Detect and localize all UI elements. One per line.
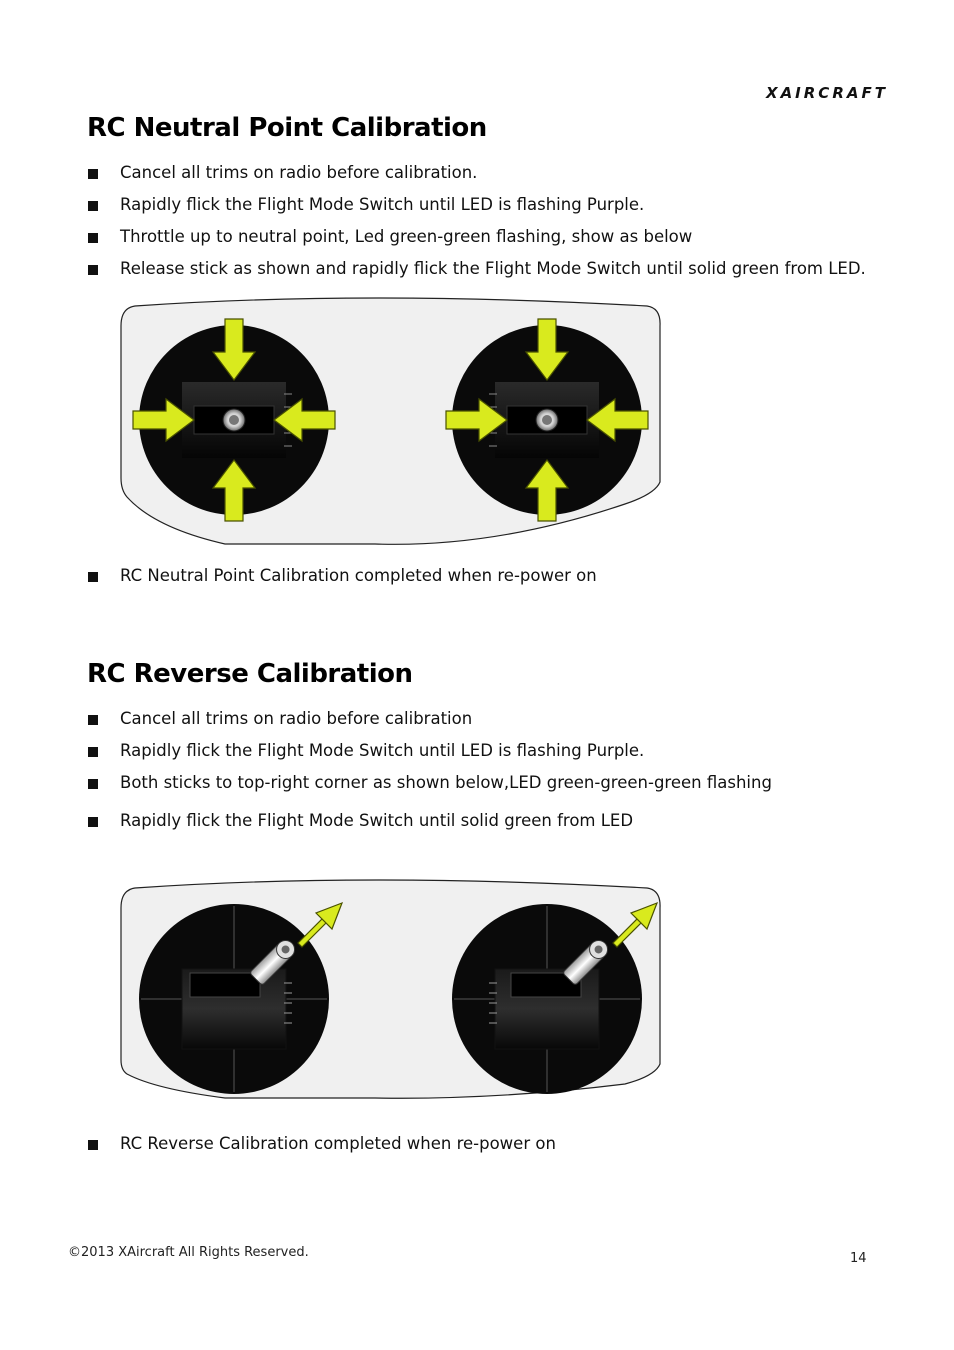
bullet-text: Both sticks to top-right corner as shown below,LED green-green-green flashing	[120, 773, 772, 792]
square-bullet-icon	[88, 715, 98, 725]
square-bullet-icon	[88, 201, 98, 211]
bullet-text: RC Neutral Point Calibration completed when re-power on	[120, 566, 597, 585]
bullet-text: Throttle up to neutral point, Led green-green flashing, show as below	[120, 227, 693, 246]
bullet-text: Rapidly flick the Flight Mode Switch until LED is flashing Purple.	[120, 741, 645, 760]
square-bullet-icon	[88, 817, 98, 827]
bullet-text: Cancel all trims on radio before calibration	[120, 709, 473, 728]
bullet-text: Rapidly flick the Flight Mode Switch until LED is flashing Purple.	[120, 195, 645, 214]
square-bullet-icon	[88, 265, 98, 275]
neutral-calibration-diagram	[115, 292, 665, 548]
bullet-text: Cancel all trims on radio before calibration.	[120, 163, 478, 182]
square-bullet-icon	[88, 747, 98, 757]
square-bullet-icon	[88, 1140, 98, 1150]
section-title-neutral: RC Neutral Point Calibration	[87, 113, 487, 143]
bullet-text: Release stick as shown and rapidly flick the Flight Mode Switch until solid green from LED.	[120, 259, 866, 278]
page-number: 14	[850, 1251, 867, 1266]
square-bullet-icon	[88, 169, 98, 179]
bullet-text: RC Reverse Calibration completed when re-power on	[120, 1134, 556, 1153]
reverse-calibration-diagram	[115, 874, 665, 1100]
bullet-text: Rapidly flick the Flight Mode Switch until solid green from LED	[120, 811, 634, 830]
square-bullet-icon	[88, 779, 98, 789]
square-bullet-icon	[88, 572, 98, 582]
brand-logo: XAIRCRAFT	[766, 84, 888, 102]
copyright: ©2013 XAircraft All Rights Reserved.	[68, 1245, 309, 1260]
section-title-reverse: RC Reverse Calibration	[87, 659, 413, 689]
square-bullet-icon	[88, 233, 98, 243]
